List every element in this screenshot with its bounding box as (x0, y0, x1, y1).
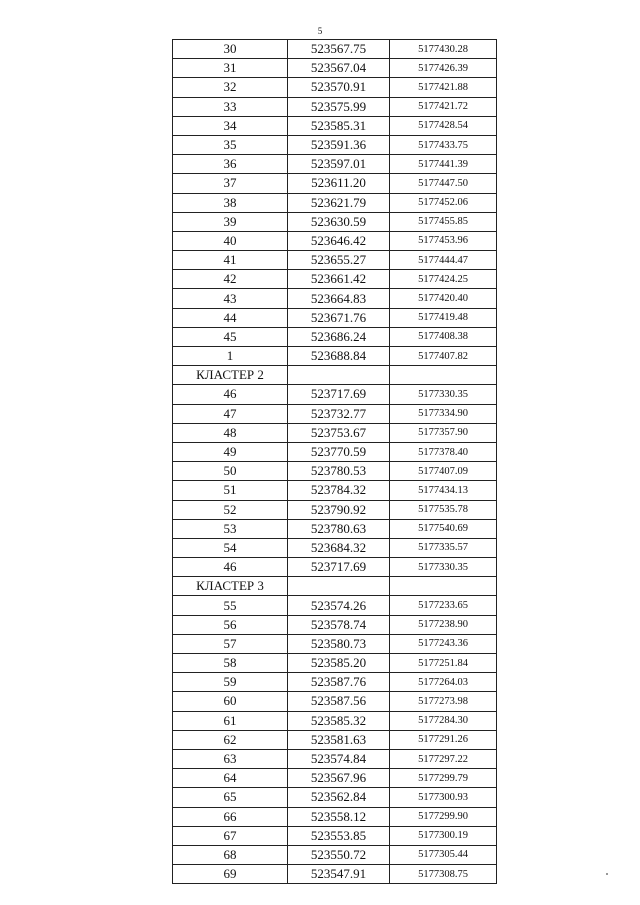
y-coordinate-cell: 5177408.38 (390, 327, 497, 346)
empty-cell (390, 366, 497, 385)
table-row (173, 347, 497, 366)
y-coordinate-cell: 5177273.98 (390, 692, 497, 711)
point-number-cell: 34 (173, 116, 288, 135)
table-row (173, 155, 497, 174)
table-row (173, 135, 497, 154)
table-row (173, 40, 497, 59)
point-number-cell: 49 (173, 442, 288, 461)
y-coordinate-cell: 5177452.06 (390, 193, 497, 212)
x-coordinate-cell: 523661.42 (288, 270, 390, 289)
y-coordinate-cell: 5177434.13 (390, 481, 497, 500)
cluster-header-row (173, 577, 497, 596)
y-coordinate-cell: 5177291.26 (390, 730, 497, 749)
point-number-cell: 69 (173, 865, 288, 884)
x-coordinate-cell: 523686.24 (288, 327, 390, 346)
x-coordinate-cell: 523585.20 (288, 654, 390, 673)
table-row (173, 558, 497, 577)
y-coordinate-cell: 5177424.25 (390, 270, 497, 289)
x-coordinate-cell: 523550.72 (288, 845, 390, 864)
point-number-cell: 51 (173, 481, 288, 500)
table-row (173, 654, 497, 673)
x-coordinate-cell: 523587.76 (288, 673, 390, 692)
table-row (173, 462, 497, 481)
x-coordinate-cell: 523611.20 (288, 174, 390, 193)
cluster-header-row (173, 366, 497, 385)
table-row (173, 500, 497, 519)
y-coordinate-cell: 5177284.30 (390, 711, 497, 730)
table-row (173, 193, 497, 212)
x-coordinate-cell: 523562.84 (288, 788, 390, 807)
point-number-cell: 35 (173, 135, 288, 154)
point-number-cell: 46 (173, 558, 288, 577)
x-coordinate-cell: 523684.32 (288, 538, 390, 557)
y-coordinate-cell: 5177420.40 (390, 289, 497, 308)
point-number-cell: 65 (173, 788, 288, 807)
table-row (173, 423, 497, 442)
table-row (173, 231, 497, 250)
table-row (173, 749, 497, 768)
x-coordinate-cell: 523646.42 (288, 231, 390, 250)
table-row (173, 481, 497, 500)
table-row (173, 404, 497, 423)
x-coordinate-cell: 523585.31 (288, 116, 390, 135)
scan-speck (606, 873, 608, 875)
point-number-cell: 59 (173, 673, 288, 692)
point-number-cell: 48 (173, 423, 288, 442)
table-row (173, 78, 497, 97)
x-coordinate-cell: 523630.59 (288, 212, 390, 231)
y-coordinate-cell: 5177535.78 (390, 500, 497, 519)
point-number-cell: 43 (173, 289, 288, 308)
table-row (173, 845, 497, 864)
point-number-cell: 46 (173, 385, 288, 404)
y-coordinate-cell: 5177243.36 (390, 634, 497, 653)
x-coordinate-cell: 523753.67 (288, 423, 390, 442)
y-coordinate-cell: 5177308.75 (390, 865, 497, 884)
table-row (173, 116, 497, 135)
point-number-cell: 68 (173, 845, 288, 864)
x-coordinate-cell: 523547.91 (288, 865, 390, 884)
y-coordinate-cell: 5177421.88 (390, 78, 497, 97)
y-coordinate-cell: 5177264.03 (390, 673, 497, 692)
x-coordinate-cell: 523578.74 (288, 615, 390, 634)
page-number: 5 (317, 26, 323, 36)
x-coordinate-cell: 523587.56 (288, 692, 390, 711)
point-number-cell: 62 (173, 730, 288, 749)
point-number-cell: 56 (173, 615, 288, 634)
y-coordinate-cell: 5177428.54 (390, 116, 497, 135)
table-row (173, 730, 497, 749)
x-coordinate-cell: 523591.36 (288, 135, 390, 154)
coordinates-table (172, 39, 497, 884)
x-coordinate-cell: 523558.12 (288, 807, 390, 826)
x-coordinate-cell: 523717.69 (288, 385, 390, 404)
table-row (173, 289, 497, 308)
y-coordinate-cell: 5177300.19 (390, 826, 497, 845)
point-number-cell: 55 (173, 596, 288, 615)
x-coordinate-cell: 523621.79 (288, 193, 390, 212)
point-number-cell: 38 (173, 193, 288, 212)
x-coordinate-cell: 523732.77 (288, 404, 390, 423)
point-number-cell: 63 (173, 749, 288, 768)
y-coordinate-cell: 5177447.50 (390, 174, 497, 193)
point-number-cell: 45 (173, 327, 288, 346)
y-coordinate-cell: 5177540.69 (390, 519, 497, 538)
table-row (173, 59, 497, 78)
y-coordinate-cell: 5177330.35 (390, 385, 497, 404)
x-coordinate-cell: 523553.85 (288, 826, 390, 845)
point-number-cell: 53 (173, 519, 288, 538)
y-coordinate-cell: 5177421.72 (390, 97, 497, 116)
x-coordinate-cell: 523574.26 (288, 596, 390, 615)
point-number-cell: 66 (173, 807, 288, 826)
table-row (173, 212, 497, 231)
y-coordinate-cell: 5177335.57 (390, 538, 497, 557)
x-coordinate-cell: 523581.63 (288, 730, 390, 749)
x-coordinate-cell: 523780.53 (288, 462, 390, 481)
y-coordinate-cell: 5177299.79 (390, 769, 497, 788)
table-row (173, 596, 497, 615)
table-row (173, 385, 497, 404)
x-coordinate-cell: 523688.84 (288, 347, 390, 366)
x-coordinate-cell: 523780.63 (288, 519, 390, 538)
y-coordinate-cell: 5177453.96 (390, 231, 497, 250)
x-coordinate-cell: 523671.76 (288, 308, 390, 327)
table-row (173, 538, 497, 557)
y-coordinate-cell: 5177330.35 (390, 558, 497, 577)
y-coordinate-cell: 5177297.22 (390, 749, 497, 768)
x-coordinate-cell: 523567.75 (288, 40, 390, 59)
y-coordinate-cell: 5177426.39 (390, 59, 497, 78)
point-number-cell: 61 (173, 711, 288, 730)
point-number-cell: 64 (173, 769, 288, 788)
table-row (173, 711, 497, 730)
point-number-cell: 37 (173, 174, 288, 193)
x-coordinate-cell: 523567.96 (288, 769, 390, 788)
y-coordinate-cell: 5177305.44 (390, 845, 497, 864)
y-coordinate-cell: 5177300.93 (390, 788, 497, 807)
y-coordinate-cell: 5177407.82 (390, 347, 497, 366)
empty-cell (390, 577, 497, 596)
table-row (173, 519, 497, 538)
y-coordinate-cell: 5177433.75 (390, 135, 497, 154)
table-row (173, 97, 497, 116)
table-row (173, 769, 497, 788)
point-number-cell: 1 (173, 347, 288, 366)
table-row (173, 692, 497, 711)
point-number-cell: 58 (173, 654, 288, 673)
x-coordinate-cell: 523567.04 (288, 59, 390, 78)
point-number-cell: 42 (173, 270, 288, 289)
y-coordinate-cell: 5177430.28 (390, 40, 497, 59)
y-coordinate-cell: 5177251.84 (390, 654, 497, 673)
y-coordinate-cell: 5177357.90 (390, 423, 497, 442)
table-row (173, 174, 497, 193)
x-coordinate-cell: 523574.84 (288, 749, 390, 768)
point-number-cell: 36 (173, 155, 288, 174)
cluster-label: КЛАСТЕР 3 (173, 577, 288, 596)
table-row (173, 270, 497, 289)
point-number-cell: 33 (173, 97, 288, 116)
point-number-cell: 32 (173, 78, 288, 97)
table-row (173, 442, 497, 461)
table-row (173, 807, 497, 826)
x-coordinate-cell: 523597.01 (288, 155, 390, 174)
cluster-label: КЛАСТЕР 2 (173, 366, 288, 385)
table-row (173, 308, 497, 327)
table-row (173, 634, 497, 653)
y-coordinate-cell: 5177238.90 (390, 615, 497, 634)
point-number-cell: 54 (173, 538, 288, 557)
table-row (173, 865, 497, 884)
point-number-cell: 40 (173, 231, 288, 250)
empty-cell (288, 577, 390, 596)
point-number-cell: 50 (173, 462, 288, 481)
x-coordinate-cell: 523655.27 (288, 251, 390, 270)
y-coordinate-cell: 5177444.47 (390, 251, 497, 270)
x-coordinate-cell: 523575.99 (288, 97, 390, 116)
table-row (173, 788, 497, 807)
empty-cell (288, 366, 390, 385)
table-row (173, 826, 497, 845)
y-coordinate-cell: 5177455.85 (390, 212, 497, 231)
table-row (173, 615, 497, 634)
point-number-cell: 30 (173, 40, 288, 59)
point-number-cell: 52 (173, 500, 288, 519)
point-number-cell: 67 (173, 826, 288, 845)
x-coordinate-cell: 523585.32 (288, 711, 390, 730)
x-coordinate-cell: 523580.73 (288, 634, 390, 653)
y-coordinate-cell: 5177441.39 (390, 155, 497, 174)
coordinates-table-body (173, 40, 497, 884)
point-number-cell: 47 (173, 404, 288, 423)
x-coordinate-cell: 523570.91 (288, 78, 390, 97)
point-number-cell: 60 (173, 692, 288, 711)
point-number-cell: 57 (173, 634, 288, 653)
y-coordinate-cell: 5177299.90 (390, 807, 497, 826)
point-number-cell: 39 (173, 212, 288, 231)
y-coordinate-cell: 5177378.40 (390, 442, 497, 461)
point-number-cell: 41 (173, 251, 288, 270)
y-coordinate-cell: 5177407.09 (390, 462, 497, 481)
point-number-cell: 31 (173, 59, 288, 78)
x-coordinate-cell: 523770.59 (288, 442, 390, 461)
point-number-cell: 44 (173, 308, 288, 327)
x-coordinate-cell: 523784.32 (288, 481, 390, 500)
table-row (173, 673, 497, 692)
y-coordinate-cell: 5177233.65 (390, 596, 497, 615)
y-coordinate-cell: 5177334.90 (390, 404, 497, 423)
x-coordinate-cell: 523790.92 (288, 500, 390, 519)
table-row (173, 327, 497, 346)
x-coordinate-cell: 523664.83 (288, 289, 390, 308)
table-row (173, 251, 497, 270)
y-coordinate-cell: 5177419.48 (390, 308, 497, 327)
x-coordinate-cell: 523717.69 (288, 558, 390, 577)
